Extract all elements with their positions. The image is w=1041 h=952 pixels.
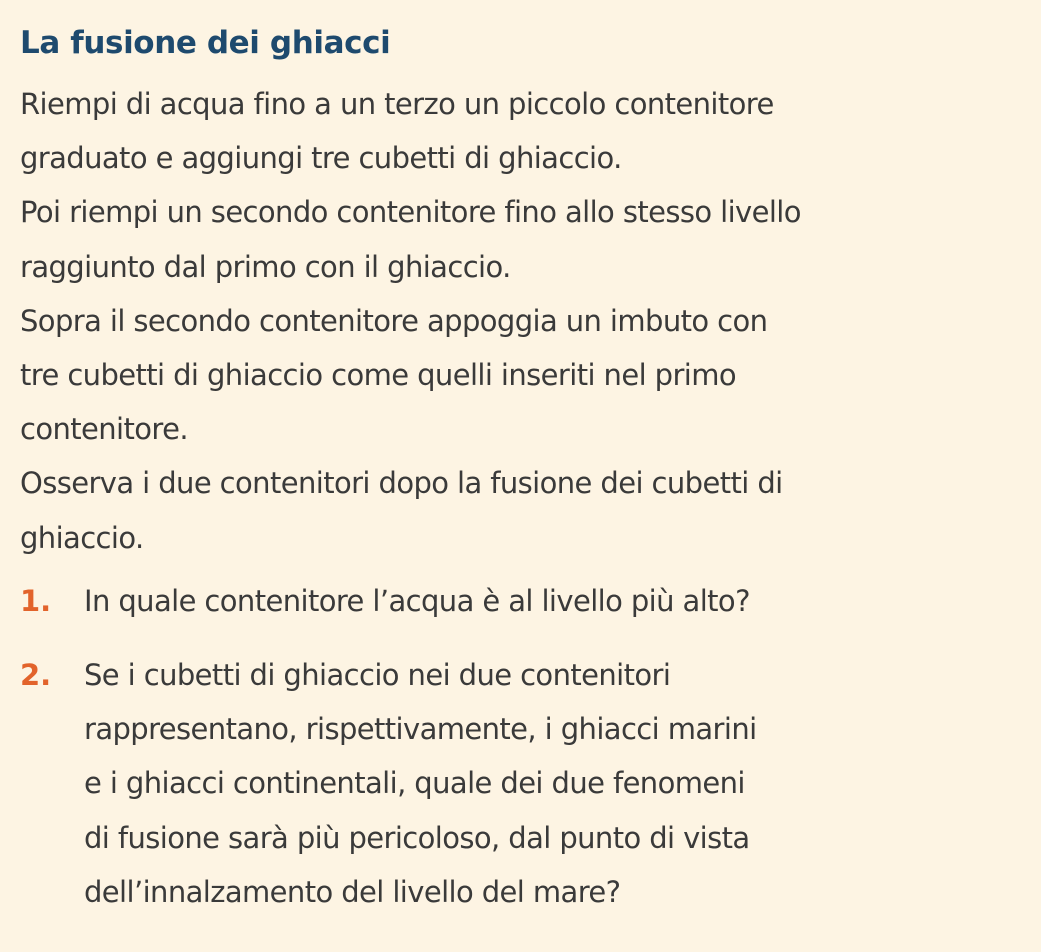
instruction-line: Sopra il secondo contenitore appoggia un imbuto con — [20, 303, 768, 338]
instruction-line: raggiunto dal primo con il ghiaccio. — [20, 249, 511, 284]
question-number: 1. — [20, 583, 52, 618]
instructions — [20, 77, 1011, 565]
question-text-line: In quale contenitore l’acqua è al livello più alto? — [84, 583, 750, 618]
question-text-line: e i ghiacci continentali, quale dei due fenomeni — [84, 766, 745, 801]
question-text-line: dell’innalzamento del livello del mare? — [84, 874, 621, 909]
instruction-line: tre cubetti di ghiaccio come quelli inseriti nel primo — [20, 358, 737, 393]
question-text-line: Se i cubetti di ghiaccio nei due contenitori — [84, 658, 671, 693]
question-item-2 — [20, 648, 1011, 919]
instruction-line: Riempi di acqua fino a un terzo un piccolo contenitore — [20, 87, 774, 121]
activity-title: La fusione dei ghiacci — [20, 25, 391, 61]
instruction-line: Poi riempi un secondo contenitore fino allo stesso livello — [20, 195, 801, 230]
question-list — [20, 574, 1011, 919]
instruction-line: graduato e aggiungi tre cubetti di ghiaccio. — [20, 141, 622, 176]
instruction-line: ghiaccio. — [20, 520, 144, 555]
instruction-line: Osserva i due contenitori dopo la fusione dei cubetti di — [20, 466, 783, 501]
question-number: 2. — [20, 658, 52, 693]
instruction-line: contenitore. — [20, 412, 188, 447]
question-text-line: di fusione sarà più pericoloso, dal punto di vista — [84, 820, 750, 855]
question-item-1 — [20, 574, 1011, 628]
question-text-line: rappresentano, rispettivamente, i ghiacci marini — [84, 712, 757, 747]
